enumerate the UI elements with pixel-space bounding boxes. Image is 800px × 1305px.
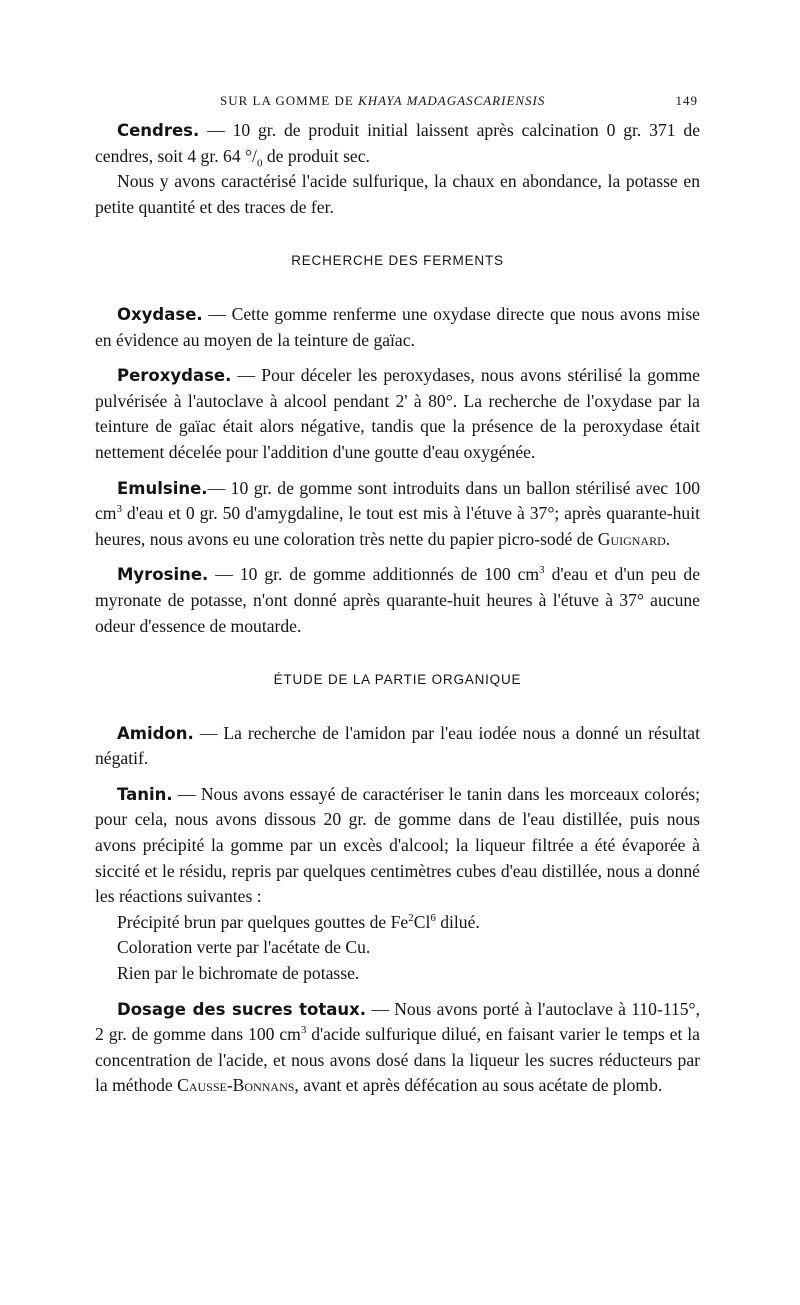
page-body	[95, 118, 700, 1099]
section-heading-ferments: RECHERCHE DES FERMENTS	[291, 253, 504, 269]
running-title: SUR LA GOMME DE KHAYA MADAGASCARIENSIS	[220, 93, 546, 108]
paragraph-emulsine: Emulsine.— 10 gr. de gomme sont introduits dans un ballon stérilisé avec 100 $cm^3$ d'eau et 0 gr. 50 d'amygdaline, le tout est mis à l'étuve à 37°; après quarante-huit heures, nous avons eu une coloration très nette du papier picro-sodé de Guignard.	[95, 477, 700, 549]
lead-myrosine: Myrosine.	[117, 565, 209, 585]
lead-tanin: Tanin.	[117, 784, 173, 804]
author-guignard: Guignard	[597, 528, 666, 549]
lead-dosage: Dosage des sucres totaux.	[117, 999, 367, 1019]
author-causse-bonnans: Causse-Bonnans	[177, 1075, 295, 1096]
reaction-line-ferric: Précipité brun par quelques gouttes de Fe$^2$Cl$^6$ dilué.	[117, 911, 480, 932]
paragraph-myrosine: Myrosine. — 10 gr. de gomme additionnés de 100 $cm^3$ d'eau et d'un peu de myronate de potasse, n'ont donné après quarante-huit heures à l'étuve à 37° aucune odeur d'essence de moutarde.	[95, 564, 701, 636]
species-name: KHAYA MADAGASCARIENSIS	[358, 93, 546, 108]
paragraph-amidon: Amidon. — La recherche de l'amidon par l'eau iodée nous a donné un résultat négatif.	[95, 722, 700, 769]
lead-oxydase: Oxydase.	[117, 304, 203, 324]
paragraph-cendres: Cendres. — 10 gr. de produit initial laissent après calcination 0 gr. 371 de cendres, soit 4 gr. 64 $^\circ/_0$ de produit sec.	[95, 120, 700, 170]
paragraph-peroxydase: Peroxydase. — Pour déceler les peroxydases, nous avons stérilisé la gomme pulvérisée à l'autoclave à alcool pendant 2' à 80°. La recherche de l'oxydase par la teinture de gaïac était alors négative, tandis que la présence de la peroxydase était nettement décelée pour l'addition d'une goutte d'eau oxygénée.	[95, 365, 700, 462]
reaction-line-bichromate: Rien par le bichromate de potasse.	[117, 963, 360, 984]
reaction-line-copper: Coloration verte par l'acétate de Cu.	[117, 937, 371, 958]
section-heading-organique: ÉTUDE DE LA PARTIE ORGANIQUE	[273, 672, 522, 688]
lead-peroxydase: Peroxydase.	[117, 366, 232, 386]
paragraph-tanin: Tanin. — Nous avons essayé de caractériser le tanin dans les morceaux colorés; pour cela, nous avons dissous 20 gr. de gomme dans de l'eau distillée, puis nous avons précipité la gomme par un excès d'alcool; la liqueur filtrée a été évaporée à siccité et le résidu, repris par quelques centimètres cubes d'eau distillée, nous a donné les réactions suivantes :	[95, 783, 700, 907]
lead-amidon: Amidon.	[117, 723, 194, 743]
paragraph-oxydase: Oxydase. — Cette gomme renferme une oxydase directe que nous avons mise en évidence au moyen de la teinture de gaïac.	[95, 303, 700, 350]
paragraph-dosage: Dosage des sucres totaux. — Nous avons porté à l'autoclave à 110-115°, 2 gr. de gomme dans 100 $cm^3$ d'acide sulfurique dilué, en faisant varier le temps et la concentration de l'acide, et nous avons dosé dans la liqueur les sucres réducteurs par la méthode Causse-Bonnans, avant et après défécation au sous acétate de plomb.	[95, 998, 700, 1096]
lead-emulsine: Emulsine.	[117, 478, 208, 498]
lead-cendres: Cendres.	[117, 121, 200, 140]
page-number: 149	[675, 93, 698, 108]
paragraph-cendres-composition: Nous y avons caractérisé l'acide sulfurique, la chaux en abondance, la potasse en petite quantité et des traces de fer.	[95, 171, 700, 217]
